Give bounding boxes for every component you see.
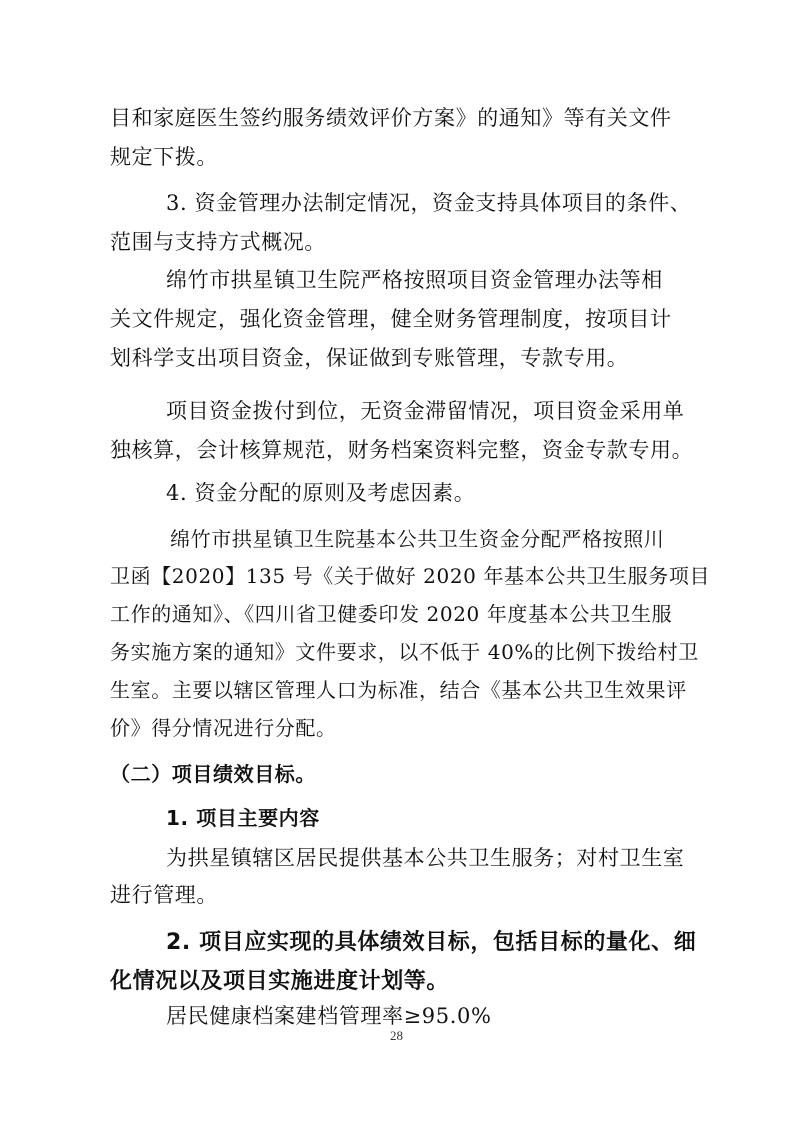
paragraph-line: 务实施方案的通知》文件要求，以不低于 40%的比例下拨给村卫 xyxy=(110,640,699,664)
subheading-2: 2. 项目应实现的具体绩效目标，包括目标的量化、细 xyxy=(166,930,697,955)
paragraph-line: 绵竹市拱星镇卫生院严格按照项目资金管理办法等相 xyxy=(166,268,663,292)
paragraph-line: 独核算，会计核算规范，财务档案资料完整，资金专款专用。 xyxy=(110,438,694,462)
paragraph-line: 目和家庭医生签约服务绩效评价方案》的通知》等有关文件 xyxy=(110,106,672,130)
subheading-1: 1. 项目主要内容 xyxy=(166,806,320,830)
paragraph-line: 绵竹市拱星镇卫生院基本公共卫生资金分配严格按照川 xyxy=(170,527,665,551)
paragraph-line: 价》得分情况进行分配。 xyxy=(110,716,337,740)
paragraph-line: 进行管理。 xyxy=(110,883,218,907)
paragraph-line: 项目资金拨付到位，无资金滞留情况，项目资金采用单 xyxy=(166,399,685,423)
paragraph-line: 居民健康档案建档管理率≥95.0% xyxy=(166,1004,492,1028)
page-number: 28 xyxy=(390,1028,403,1043)
paragraph-line: 划科学支出项目资金，保证做到专账管理，专款专用。 xyxy=(110,346,629,370)
paragraph-line: 生室。主要以辖区管理人口为标准，结合《基本公共卫生效果评 xyxy=(110,678,687,702)
paragraph-line: 为拱星镇辖区居民提供基本公共卫生服务；对村卫生室 xyxy=(166,846,685,870)
section-heading-4: 4. 资金分配的原则及考虑因素。 xyxy=(166,481,476,505)
paragraph-line: 工作的通知》、《四川省卫健委印发 2020 年度基本公共卫生服 xyxy=(110,602,673,626)
paragraph-line: 范围与支持方式概况。 xyxy=(110,230,326,254)
paragraph-line: 关文件规定，强化资金管理，健全财务管理制度，按项目计 xyxy=(110,307,672,331)
section-heading-2: （二）项目绩效目标。 xyxy=(110,762,316,786)
subheading-2-cont: 化情况以及项目实施进度计划等。 xyxy=(110,969,450,994)
section-heading-3: 3. 资金管理办法制定情况，资金支持具体项目的条件、 xyxy=(166,191,692,215)
paragraph-line: 卫函【2020】135 号《关于做好 2020 年基本公共卫生服务项目 xyxy=(110,564,711,588)
paragraph-line: 规定下拨。 xyxy=(110,145,218,169)
